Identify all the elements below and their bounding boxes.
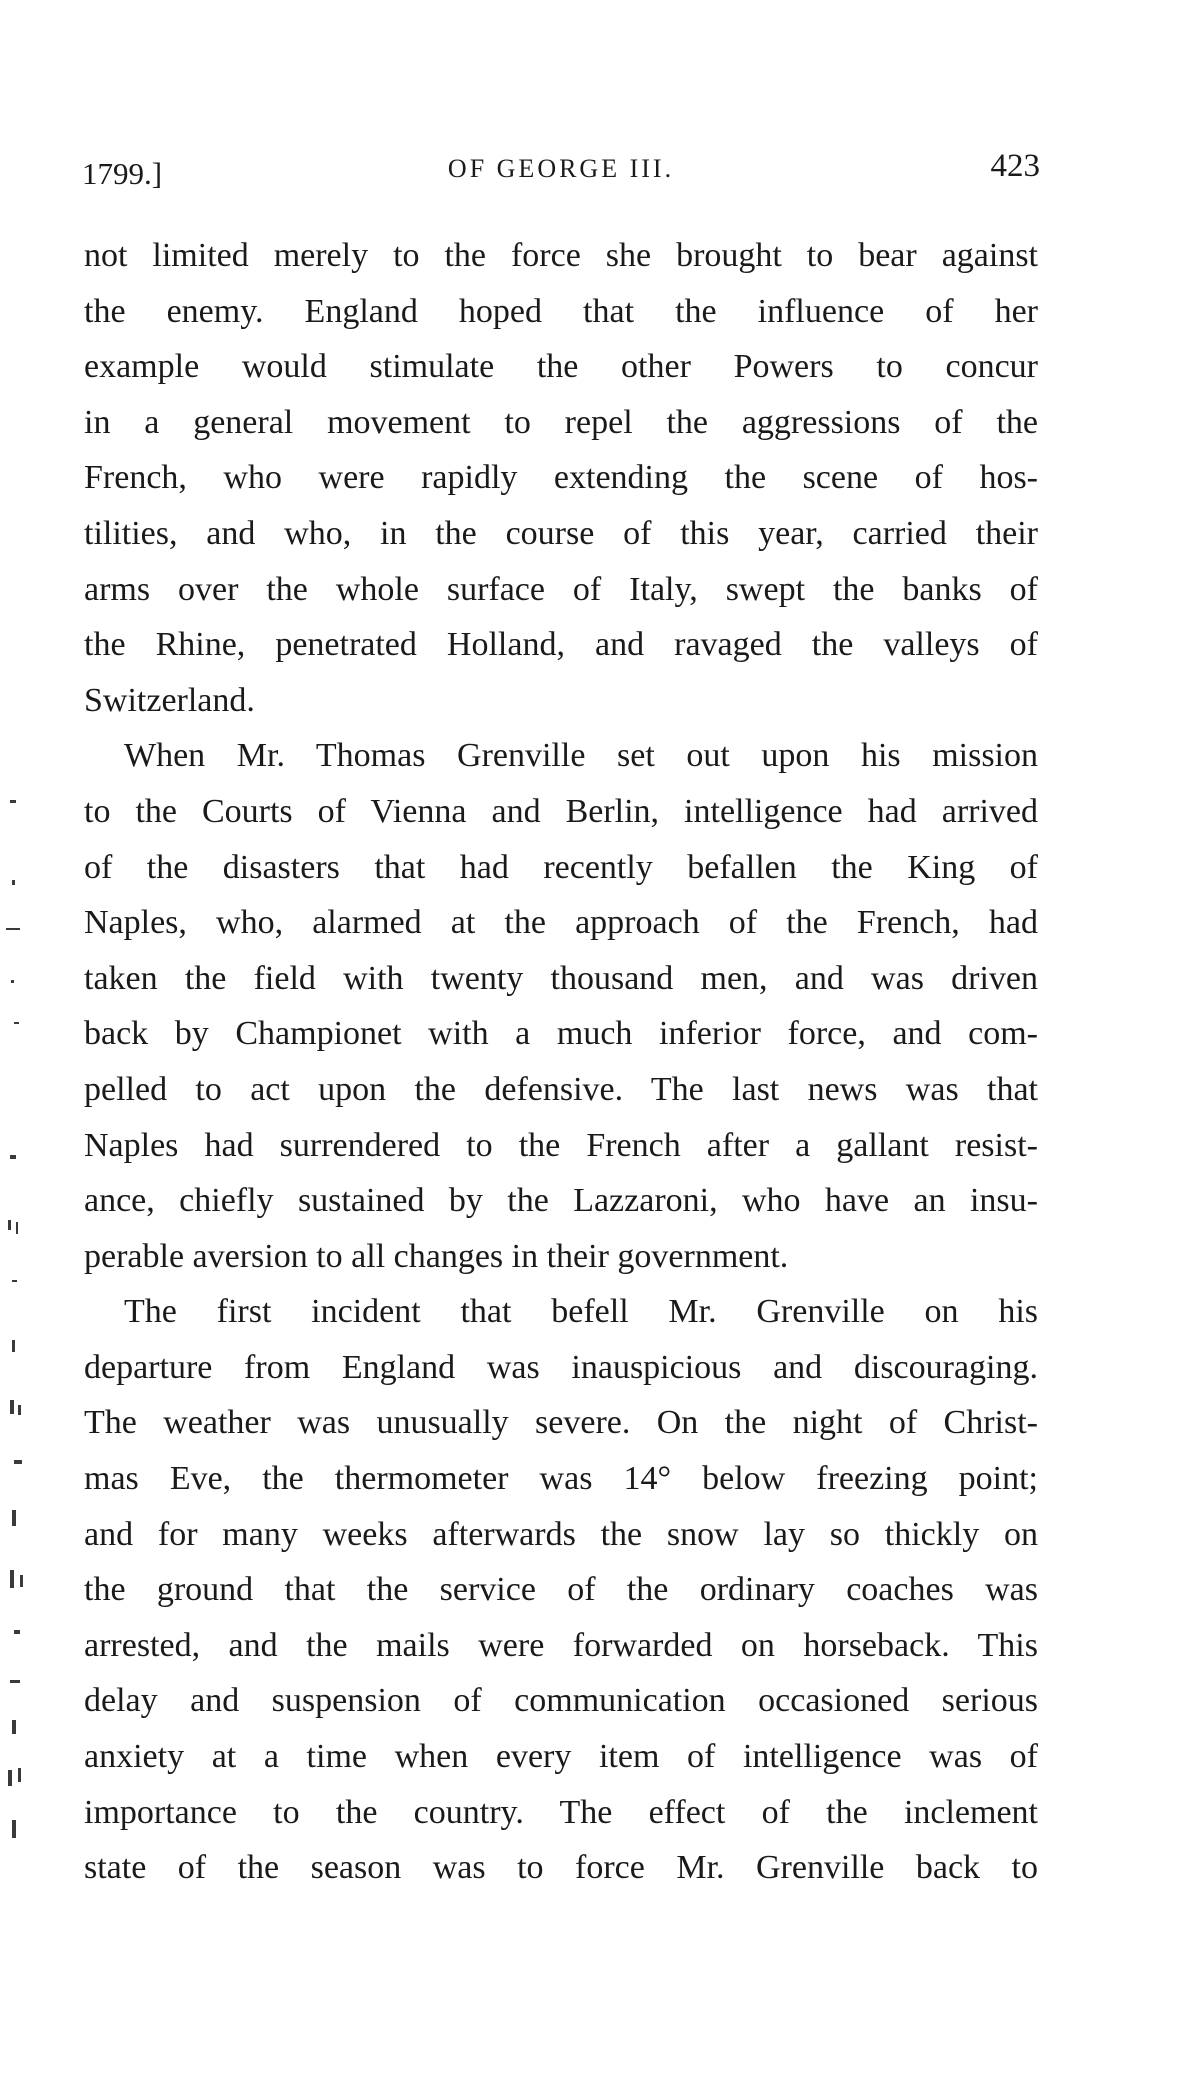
text-line: the enemy. England hoped that the influence of her: [84, 292, 1038, 330]
text-line: delay and suspension of communication occasioned serious: [84, 1682, 1038, 1720]
text-line: perable aversion to all changes in their government.: [84, 1237, 789, 1275]
running-head: [82, 148, 1040, 198]
text-line: taken the field with twenty thousand men, and was driven: [84, 959, 1038, 997]
gutter-bleed-marks: [0, 760, 60, 1880]
text-line: mas Eve, the thermometer was 14° below freezing point;: [84, 1460, 1038, 1498]
text-line: pelled to act upon the defensive. The last news was that: [84, 1070, 1038, 1108]
body-text: [84, 228, 1038, 1896]
bleed-mark: [12, 1510, 16, 1526]
text-line: Switzerland.: [84, 681, 255, 719]
paragraph: [84, 1284, 1038, 1896]
paragraph: [84, 728, 1038, 1284]
text-line: Naples, who, alarmed at the approach of the French, had: [84, 904, 1038, 942]
text-line: tilities, and who, in the course of this year, carried their: [84, 514, 1038, 552]
text-line: When Mr. Thomas Grenville set out upon his mission: [124, 737, 1038, 775]
bleed-mark: [10, 800, 16, 803]
bleed-mark: [18, 1405, 21, 1415]
text-line: Naples had surrendered to the French after a gallant resist-: [84, 1126, 1038, 1164]
bleed-mark: [14, 1022, 19, 1024]
page-number: 423: [990, 148, 1040, 184]
bleed-mark: [14, 1460, 22, 1464]
text-line: state of the season was to force Mr. Grenville back to: [84, 1849, 1038, 1887]
text-line: example would stimulate the other Powers to concur: [84, 348, 1038, 386]
text-line: importance to the country. The effect of the inclement: [84, 1793, 1038, 1831]
bleed-mark: [12, 1820, 16, 1838]
running-head-year: 1799.]: [82, 156, 163, 191]
bleed-mark: [10, 1155, 16, 1159]
text-line: anxiety at a time when every item of intelligence was of: [84, 1738, 1038, 1776]
bleed-mark: [16, 1222, 18, 1234]
text-line: The weather was unusually severe. On the night of Christ-: [84, 1404, 1038, 1442]
running-head-title: OF GEORGE III.: [447, 154, 675, 183]
paragraph: [84, 228, 1038, 728]
bleed-mark: [8, 1770, 12, 1786]
text-line: to the Courts of Vienna and Berlin, intelligence had arrived: [84, 792, 1038, 830]
text-line: the ground that the service of the ordinary coaches was: [84, 1571, 1038, 1609]
bleed-mark: [12, 1720, 16, 1734]
text-line: in a general movement to repel the aggressions of the: [84, 403, 1038, 441]
bleed-mark: [14, 1630, 20, 1634]
bleed-mark: [12, 1340, 15, 1352]
bleed-mark: [10, 1400, 14, 1414]
bleed-mark: [12, 880, 15, 885]
text-line: The first incident that befell Mr. Grenville on his: [124, 1293, 1038, 1331]
text-line: and for many weeks afterwards the snow lay so thickly on: [84, 1515, 1038, 1553]
bleed-mark: [10, 1680, 20, 1683]
bleed-mark: [20, 1575, 23, 1587]
bleed-mark: [18, 1768, 21, 1782]
text-line: arrested, and the mails were forwarded on horseback. This: [84, 1626, 1038, 1664]
text-line: arms over the whole surface of Italy, swept the banks of: [84, 570, 1038, 608]
text-line: French, who were rapidly extending the scene of hos-: [84, 459, 1038, 497]
bleed-mark: [10, 1570, 14, 1588]
bleed-mark: [12, 1280, 17, 1282]
bleed-mark: [11, 980, 14, 983]
bleed-mark: [8, 1220, 11, 1230]
text-line: not limited merely to the force she brought to bear against: [84, 237, 1038, 274]
text-line: ance, chiefly sustained by the Lazzaroni, who have an insu-: [84, 1182, 1038, 1220]
text-line: the Rhine, penetrated Holland, and ravaged the valleys of: [84, 626, 1038, 664]
bleed-mark: [6, 928, 20, 930]
text-line: of the disasters that had recently befallen the King of: [84, 848, 1038, 886]
text-line: departure from England was inauspicious and discouraging.: [84, 1348, 1038, 1386]
text-line: back by Championet with a much inferior force, and com-: [84, 1015, 1038, 1053]
